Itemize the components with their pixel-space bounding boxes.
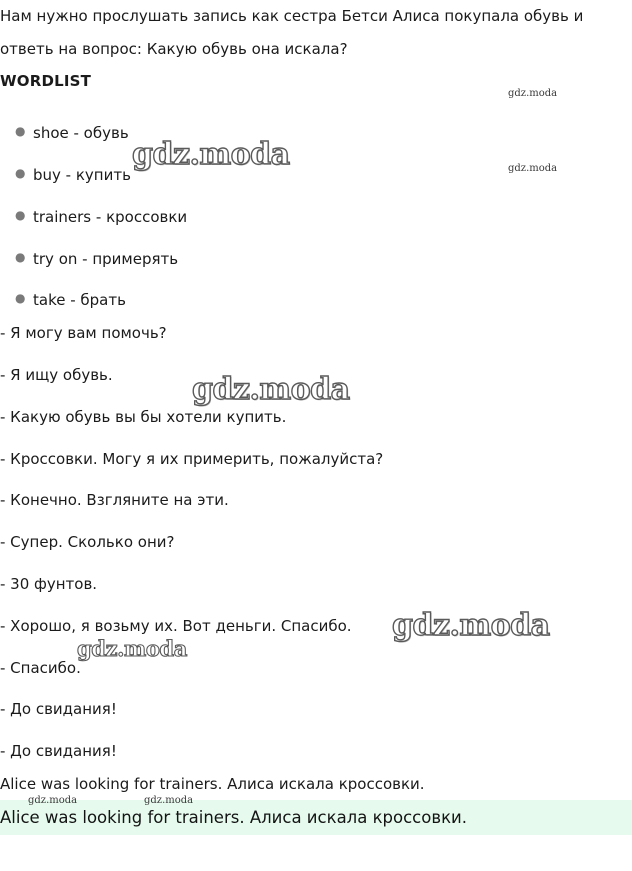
- dialogue-line: - Супер. Сколько они?: [0, 533, 175, 551]
- bullet-icon: ●: [15, 166, 26, 180]
- vocab-text: buy - купить: [33, 166, 131, 184]
- watermark-logo: gdz.moda: [508, 88, 558, 99]
- dialogue-line: - До свидания!: [0, 700, 117, 718]
- bullet-icon: ●: [15, 250, 26, 264]
- vocab-text: try on - примерять: [33, 250, 179, 268]
- dialogue-line: - 30 фунтов.: [0, 575, 98, 593]
- dialogue-line: - Спасибо.: [0, 659, 81, 677]
- wordlist-title: WORDLIST: [0, 72, 92, 90]
- vocab-text: trainers - кроссовки: [33, 208, 188, 226]
- watermark-logo: gdz.moda: [392, 608, 550, 643]
- dialogue-line: - Конечно. Взгляните на эти.: [0, 491, 229, 509]
- dialogue-line: - Кроссовки. Могу я их примерить, пожалуйста?: [0, 450, 384, 468]
- dialogue-line: - До свидания!: [0, 742, 117, 760]
- answer-bar: [0, 800, 632, 835]
- bullet-icon: ●: [15, 291, 26, 305]
- watermark-logo: gdz.moda: [192, 372, 350, 407]
- vocab-text: take - брать: [33, 291, 126, 309]
- dialogue-line: - Я могу вам помочь?: [0, 324, 167, 342]
- dialogue-line: - Какую обувь вы бы хотели купить.: [0, 408, 287, 426]
- dialogue-line: - Я ищу обувь.: [0, 366, 113, 384]
- vocab-text: shoe - обувь: [33, 124, 129, 142]
- watermark-logo: gdz.moda: [508, 163, 558, 174]
- intro-line-1: Нам нужно прослушать запись как сестра Бетси Алиса покупала обувь и: [0, 7, 584, 25]
- bullet-icon: ●: [15, 208, 26, 222]
- conclusion-text: Alice was looking for trainers. Алиса искала кроссовки.: [0, 775, 425, 793]
- answer-text: Alice was looking for trainers. Алиса искала кроссовки.: [0, 808, 468, 827]
- intro-line-2: ответь на вопрос: Какую обувь она искала?: [0, 40, 348, 58]
- watermark-logo: gdz.moda: [28, 795, 78, 806]
- watermark-logo: gdz.moda: [144, 795, 194, 806]
- bullet-icon: ●: [15, 124, 26, 138]
- watermark-logo: gdz.moda: [132, 137, 290, 172]
- watermark-logo: gdz.moda: [77, 636, 187, 661]
- dialogue-line: - Хорошо, я возьму их. Вот деньги. Спасибо.: [0, 617, 352, 635]
